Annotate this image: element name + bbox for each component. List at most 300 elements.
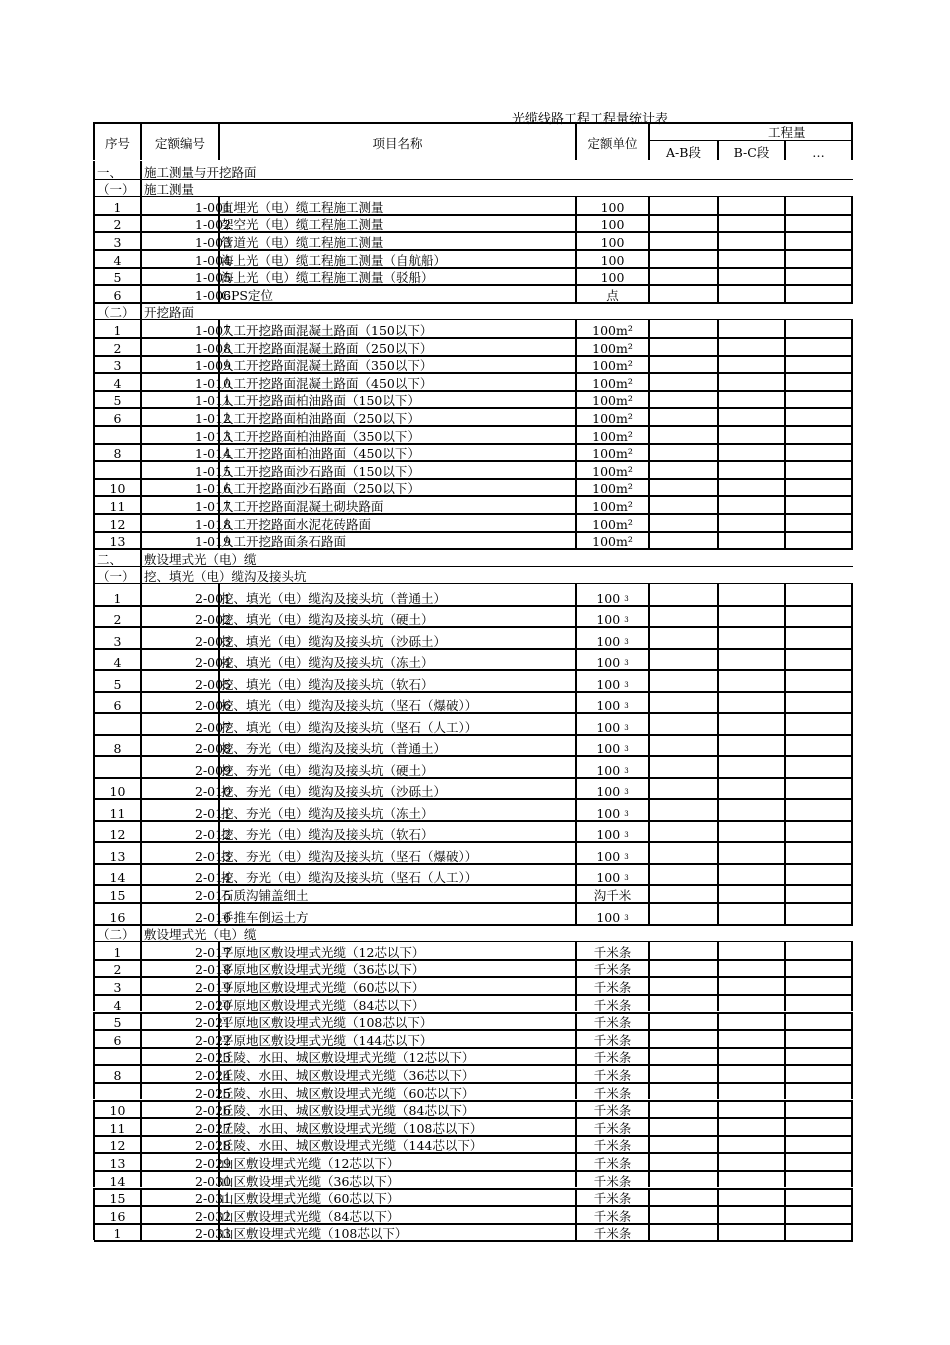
col-border-unit <box>648 425 650 443</box>
col-border-s1 <box>717 863 719 885</box>
row-unit <box>577 535 648 549</box>
row-code: 2-031 <box>195 1191 232 1207</box>
row-code: 2-030 <box>195 1173 232 1189</box>
col-border-s2 <box>784 1117 786 1135</box>
row-name: 平原地区敷设埋式光缆（60芯以下） <box>221 979 425 995</box>
row-name: 山区敷设埋式光缆（12芯以下） <box>221 1155 400 1171</box>
col-border-seq <box>140 1029 142 1047</box>
col-border-s1 <box>717 583 719 605</box>
row-unit-exponent: 3 <box>624 852 629 861</box>
row-code: 1-009 <box>195 358 232 374</box>
row-border <box>94 319 853 320</box>
row-name: 人工开挖路面混凝土路面（150以下） <box>221 323 433 338</box>
row-unit-text: 千米条 <box>593 1015 632 1031</box>
row-seq: 1 <box>113 944 122 960</box>
row-unit-text: 沟千米 <box>593 888 632 903</box>
col-border-s1 <box>717 669 719 691</box>
col-border-unit <box>648 941 650 959</box>
row-unit-text: 千米条 <box>593 1226 632 1242</box>
header-seg1: A-B段 <box>666 145 701 160</box>
col-border-s1 <box>717 734 719 756</box>
col-border-seq <box>140 249 142 267</box>
col-border-right <box>851 820 853 842</box>
col-border-unit <box>648 691 650 713</box>
row-name: 人工开挖路面沙石路面（250以下） <box>221 481 420 497</box>
col-border-seq <box>140 196 142 214</box>
header-name: 项目名称 <box>372 136 423 151</box>
col-border-unit <box>648 798 650 820</box>
row-unit <box>577 981 648 995</box>
row-seq: 5 <box>113 270 122 286</box>
header-border-right <box>851 122 853 160</box>
row-code: 1-013 <box>195 428 232 444</box>
col-border-right <box>851 1100 853 1118</box>
col-border-s2 <box>784 337 786 355</box>
col-border-s1 <box>717 755 719 777</box>
col-border-unit <box>648 355 650 373</box>
row-code: 2-009 <box>195 762 232 778</box>
row-seq: 2 <box>113 962 122 978</box>
col-border-seq <box>140 1170 142 1188</box>
col-border-seq <box>140 531 142 549</box>
col-border-unit <box>648 884 650 902</box>
row-seq: 3 <box>113 235 122 250</box>
row-name: 平原地区敷设埋式光缆（36芯以下） <box>221 962 425 978</box>
row-unit <box>577 656 648 670</box>
col-border-seq <box>140 319 142 337</box>
col-border-right <box>851 691 853 713</box>
row-code: 1-017 <box>195 499 232 514</box>
row-unit-text: 100 <box>596 848 621 864</box>
row-unit <box>577 482 648 496</box>
col-border-right <box>851 196 853 214</box>
row-seq: 14 <box>109 870 126 886</box>
row-code: 2-003 <box>195 633 232 649</box>
col-border-s1 <box>717 976 719 994</box>
row-unit-exponent: 3 <box>624 680 629 689</box>
row-seq: 8 <box>113 446 122 462</box>
col-border-right <box>851 1012 853 1030</box>
col-border-unit <box>648 284 650 302</box>
row-name: 山区敷设埋式光缆（36芯以下） <box>221 1173 400 1189</box>
col-border-seq <box>140 863 142 885</box>
row-unit-text: 点 <box>606 287 619 303</box>
col-border-seq <box>140 443 142 461</box>
col-border-right <box>851 531 853 549</box>
col-border-right <box>851 902 853 924</box>
row-unit <box>577 394 648 408</box>
row-seq: 1 <box>113 199 122 215</box>
col-border-right <box>851 1170 853 1188</box>
row-seq: 10 <box>109 784 126 800</box>
col-border-s2 <box>784 355 786 373</box>
row-unit-text: 100 <box>596 719 621 735</box>
col-border-s2 <box>784 1205 786 1223</box>
col-border-s2 <box>784 1082 786 1100</box>
row-unit-text: 100 <box>600 235 625 250</box>
col-border-s2 <box>784 1152 786 1170</box>
col-border-unit <box>648 902 650 924</box>
row-seq: 12 <box>109 516 126 532</box>
col-border-unit <box>648 319 650 337</box>
col-border-seq <box>140 959 142 977</box>
row-code: 2-025 <box>195 1085 232 1101</box>
col-border-seq <box>140 267 142 285</box>
row-unit-text: 千米条 <box>593 1067 632 1083</box>
row-code: 2-022 <box>195 1032 232 1048</box>
row-code: 1-019 <box>195 534 232 550</box>
row-code: 2-033 <box>195 1226 232 1242</box>
subsection-title: 开挖路面 <box>144 305 195 321</box>
row-code: 2-015 <box>195 888 232 903</box>
col-border-right <box>851 231 853 249</box>
col-border-unit <box>648 1170 650 1188</box>
col-border-seq <box>140 1064 142 1082</box>
col-border-left <box>93 548 95 566</box>
col-border-unit <box>648 478 650 496</box>
col-border-s2 <box>784 1012 786 1030</box>
col-border-s1 <box>717 231 719 249</box>
row-unit <box>577 1139 648 1153</box>
row-seq: 3 <box>113 979 122 995</box>
col-border-unit <box>648 531 650 549</box>
col-border-s2 <box>784 531 786 549</box>
row-unit <box>577 946 648 960</box>
col-border-right <box>851 1205 853 1223</box>
row-unit <box>577 1157 648 1171</box>
col-border-seq <box>140 161 142 179</box>
col-border-s2 <box>784 372 786 390</box>
col-border-s2 <box>784 460 786 478</box>
row-code: 1-002 <box>195 217 232 233</box>
col-border-unit <box>648 734 650 756</box>
col-border-right <box>851 777 853 799</box>
col-border-right <box>851 669 853 691</box>
col-border-right <box>851 513 853 531</box>
row-unit <box>577 1122 648 1136</box>
row-name: 直埋光（电）缆工程施工测量 <box>221 199 384 215</box>
col-border-unit <box>648 407 650 425</box>
col-border-seq <box>140 841 142 863</box>
col-border-unit <box>648 513 650 531</box>
row-code: 2-006 <box>195 698 232 714</box>
row-code: 2-012 <box>195 827 232 843</box>
row-name: 丘陵、水田、城区敷设埋式光缆（144芯以下） <box>221 1138 483 1154</box>
col-border-unit <box>648 841 650 863</box>
col-border-seq <box>140 820 142 842</box>
row-code: 2-028 <box>195 1138 232 1154</box>
col-border-right <box>851 372 853 390</box>
col-border-unit <box>648 1082 650 1100</box>
col-border-right <box>851 712 853 734</box>
row-name: 挖、夯光（电）缆沟及接头坑（沙砾土） <box>221 784 447 800</box>
col-border-right <box>851 884 853 902</box>
header-seg3: … <box>812 145 825 160</box>
row-seq: 10 <box>109 1103 126 1119</box>
row-unit <box>577 1104 648 1118</box>
row-name: 平原地区敷设埋式光缆（144芯以下） <box>221 1032 433 1048</box>
col-border-seq <box>140 1135 142 1153</box>
col-border-right <box>851 1117 853 1135</box>
col-border-seq <box>140 924 142 942</box>
row-unit-exponent: 3 <box>624 766 629 775</box>
row-name: 人工开挖路面混凝土路面（350以下） <box>221 358 433 374</box>
row-unit-text: 千米条 <box>593 1103 632 1119</box>
col-border-seq <box>140 372 142 390</box>
row-seq: 13 <box>109 1155 126 1171</box>
row-seq: 3 <box>113 358 122 374</box>
row-name: 人工开挖路面柏油路面（350以下） <box>221 428 420 444</box>
col-border-seq <box>140 390 142 408</box>
col-border-unit <box>648 196 650 214</box>
row-unit-text: 千米条 <box>593 997 632 1013</box>
row-unit <box>577 785 648 799</box>
col-border-right <box>851 959 853 977</box>
col-border-s1 <box>717 1047 719 1065</box>
row-seq: 8 <box>113 1067 122 1083</box>
row-unit-text: 千米条 <box>593 1050 632 1066</box>
row-unit <box>577 377 648 391</box>
row-code: 2-016 <box>195 909 232 925</box>
row-unit <box>577 742 648 756</box>
col-border-right <box>851 478 853 496</box>
row-unit-text: 100 <box>596 655 621 671</box>
row-name: 山区敷设埋式光缆（84芯以下） <box>221 1208 400 1224</box>
row-unit-text: 千米条 <box>593 962 632 978</box>
col-border-s2 <box>784 712 786 734</box>
row-unit-text: 100 <box>596 784 621 800</box>
row-code: 1-014 <box>195 446 232 462</box>
row-unit-exponent: 3 <box>624 616 629 625</box>
row-name: 人工开挖路面混凝土路面（250以下） <box>221 340 433 356</box>
col-border-s2 <box>784 267 786 285</box>
col-border-seq <box>140 231 142 249</box>
col-border-unit <box>648 648 650 670</box>
col-border-unit <box>648 976 650 994</box>
col-border-seq <box>140 1047 142 1065</box>
row-unit-text: 100 <box>600 252 625 268</box>
row-code: 2-021 <box>195 1015 232 1031</box>
row-seq: 2 <box>113 340 122 356</box>
row-seq: 16 <box>109 1208 126 1224</box>
row-seq: 10 <box>109 481 126 497</box>
col-border-s1 <box>717 691 719 713</box>
col-border-s1 <box>717 902 719 924</box>
row-unit <box>577 218 648 232</box>
row-unit-exponent: 3 <box>624 745 629 754</box>
col-border-seq <box>140 976 142 994</box>
col-border-s2 <box>784 390 786 408</box>
row-name: 海上光（电）缆工程施工测量（驳船） <box>221 270 434 286</box>
row-name: 丘陵、水田、城区敷设埋式光缆（36芯以下） <box>221 1067 475 1083</box>
col-border-right <box>851 994 853 1012</box>
row-name: 架空光（电）缆工程施工测量 <box>221 217 384 233</box>
col-border-right <box>851 337 853 355</box>
row-unit-exponent: 3 <box>624 659 629 668</box>
row-name: 挖、夯光（电）缆沟及接头坑（硬土） <box>221 762 434 778</box>
row-seq: 6 <box>113 287 122 303</box>
col-border-seq <box>140 337 142 355</box>
col-border-unit <box>648 1205 650 1223</box>
row-unit-exponent: 3 <box>624 723 629 732</box>
col-border-s2 <box>784 319 786 337</box>
col-border-s1 <box>717 425 719 443</box>
row-unit-exponent: 3 <box>624 788 629 797</box>
col-border-right <box>851 425 853 443</box>
row-unit <box>577 271 648 285</box>
col-border-seq <box>140 1117 142 1135</box>
row-code: 1-005 <box>195 270 232 286</box>
row-code: 2-010 <box>195 784 232 800</box>
row-name: 挖、填光（电）缆沟及接头坑（坚石（爆破）） <box>221 698 478 714</box>
col-border-left <box>93 425 95 443</box>
row-seq: 14 <box>109 1173 126 1189</box>
col-border-unit <box>648 863 650 885</box>
col-border-left <box>93 460 95 478</box>
row-code: 2-019 <box>195 979 232 995</box>
col-border-s2 <box>784 605 786 627</box>
col-border-s1 <box>717 443 719 461</box>
row-seq: 6 <box>113 1032 122 1048</box>
header-qty-divider <box>649 140 852 141</box>
row-seq: 5 <box>113 676 122 692</box>
col-border-s1 <box>717 1188 719 1206</box>
row-code: 2-005 <box>195 676 232 692</box>
row-code: 1-018 <box>195 516 232 532</box>
row-name: 平原地区敷设埋式光缆（84芯以下） <box>221 997 425 1013</box>
col-border-s2 <box>784 669 786 691</box>
col-border-left <box>93 1047 95 1065</box>
row-seq: 11 <box>109 1120 126 1136</box>
col-border-right <box>851 863 853 885</box>
row-seq: 13 <box>109 534 126 550</box>
col-border-seq <box>140 777 142 799</box>
row-seq: 2 <box>113 612 122 628</box>
row-code: 2-026 <box>195 1103 232 1119</box>
col-border-s2 <box>784 513 786 531</box>
col-border-right <box>851 841 853 863</box>
sheet-title: 光缆线路工程工程量统计表 <box>512 112 669 127</box>
row-seq: 8 <box>113 741 122 757</box>
col-border-seq <box>140 884 142 902</box>
col-border-right <box>851 734 853 756</box>
header-qty: 工程量 <box>768 125 806 140</box>
col-border-s2 <box>784 443 786 461</box>
col-border-unit <box>648 1135 650 1153</box>
row-name: 人工开挖路面条石路面 <box>221 534 347 550</box>
subsection-title: 挖、填光（电）缆沟及接头坑 <box>144 569 307 585</box>
col-border-s1 <box>717 249 719 267</box>
col-border-s1 <box>717 460 719 478</box>
row-name: 挖、夯光（电）缆沟及接头坑（坚石（人工）） <box>221 870 478 886</box>
col-border-right <box>851 460 853 478</box>
header-seq: 序号 <box>104 136 130 151</box>
row-seq: 1 <box>113 590 122 606</box>
col-border-s2 <box>784 863 786 885</box>
row-name: 海上光（电）缆工程施工测量（自航船） <box>221 252 447 268</box>
col-border-right <box>851 1029 853 1047</box>
col-border-unit <box>648 669 650 691</box>
col-border-s1 <box>717 196 719 214</box>
col-border-s1 <box>717 1205 719 1223</box>
row-unit <box>577 850 648 864</box>
col-border-s2 <box>784 1100 786 1118</box>
row-unit <box>577 889 648 903</box>
row-unit <box>577 911 648 925</box>
col-border-seq <box>140 755 142 777</box>
col-border-seq <box>140 566 142 584</box>
row-code: 2-013 <box>195 848 232 864</box>
row-seq: 12 <box>109 827 126 843</box>
col-border-s2 <box>784 648 786 670</box>
col-border-unit <box>648 1117 650 1135</box>
row-unit <box>577 254 648 268</box>
row-code: 2-023 <box>195 1050 232 1066</box>
col-border-s1 <box>717 1223 719 1241</box>
header-top-border <box>94 122 853 124</box>
col-border-left <box>93 924 95 942</box>
col-border-seq <box>140 478 142 496</box>
col-border-right <box>851 648 853 670</box>
col-border-s1 <box>717 1029 719 1047</box>
row-name: 挖、填光（电）缆沟及接头坑（沙砾土） <box>221 633 447 649</box>
row-code: 2-029 <box>195 1155 232 1171</box>
row-unit <box>577 518 648 532</box>
col-border-right <box>851 390 853 408</box>
row-seq: 13 <box>109 848 126 864</box>
col-border-right <box>851 495 853 513</box>
col-border-seq <box>140 302 142 320</box>
col-border-s1 <box>717 884 719 902</box>
row-code: 2-020 <box>195 997 232 1013</box>
row-seq: 5 <box>113 1015 122 1031</box>
col-border-s1 <box>717 648 719 670</box>
col-border-seq <box>140 669 142 691</box>
row-name: 挖、夯光（电）缆沟及接头坑（冻土） <box>221 805 434 821</box>
col-border-s1 <box>717 994 719 1012</box>
row-seq: 4 <box>113 997 122 1013</box>
col-border-right <box>851 755 853 777</box>
col-border-seq <box>140 605 142 627</box>
col-border-s2 <box>784 425 786 443</box>
row-name: 山区敷设埋式光缆（108芯以下） <box>221 1226 408 1242</box>
row-unit-text: 100 <box>596 805 621 821</box>
row-name: 挖、夯光（电）缆沟及接头坑（软石） <box>221 827 434 843</box>
row-unit-exponent: 3 <box>624 913 629 922</box>
row-unit <box>577 1192 648 1206</box>
col-border-s2 <box>784 841 786 863</box>
row-code: 2-017 <box>195 944 232 960</box>
row-unit-text: 100 <box>596 590 621 606</box>
col-border-s1 <box>717 1152 719 1170</box>
row-seq: 15 <box>109 888 126 903</box>
col-border-s2 <box>784 734 786 756</box>
row-code: 1-015 <box>195 463 232 479</box>
row-code: 1-012 <box>195 411 232 426</box>
col-border-s2 <box>784 959 786 977</box>
row-name: 手推车倒运土方 <box>221 909 309 925</box>
col-border-s1 <box>717 798 719 820</box>
row-code: 2-027 <box>195 1120 232 1136</box>
col-border-s2 <box>784 1135 786 1153</box>
col-border-unit <box>648 626 650 648</box>
col-border-seq <box>140 460 142 478</box>
row-name: 人工开挖路面混凝土路面（450以下） <box>221 375 433 391</box>
col-border-s1 <box>717 495 719 513</box>
row-name: 平原地区敷设埋式光缆（108芯以下） <box>221 1015 433 1031</box>
row-unit-text: 100m² <box>592 516 633 532</box>
row-unit-exponent: 3 <box>624 831 629 840</box>
